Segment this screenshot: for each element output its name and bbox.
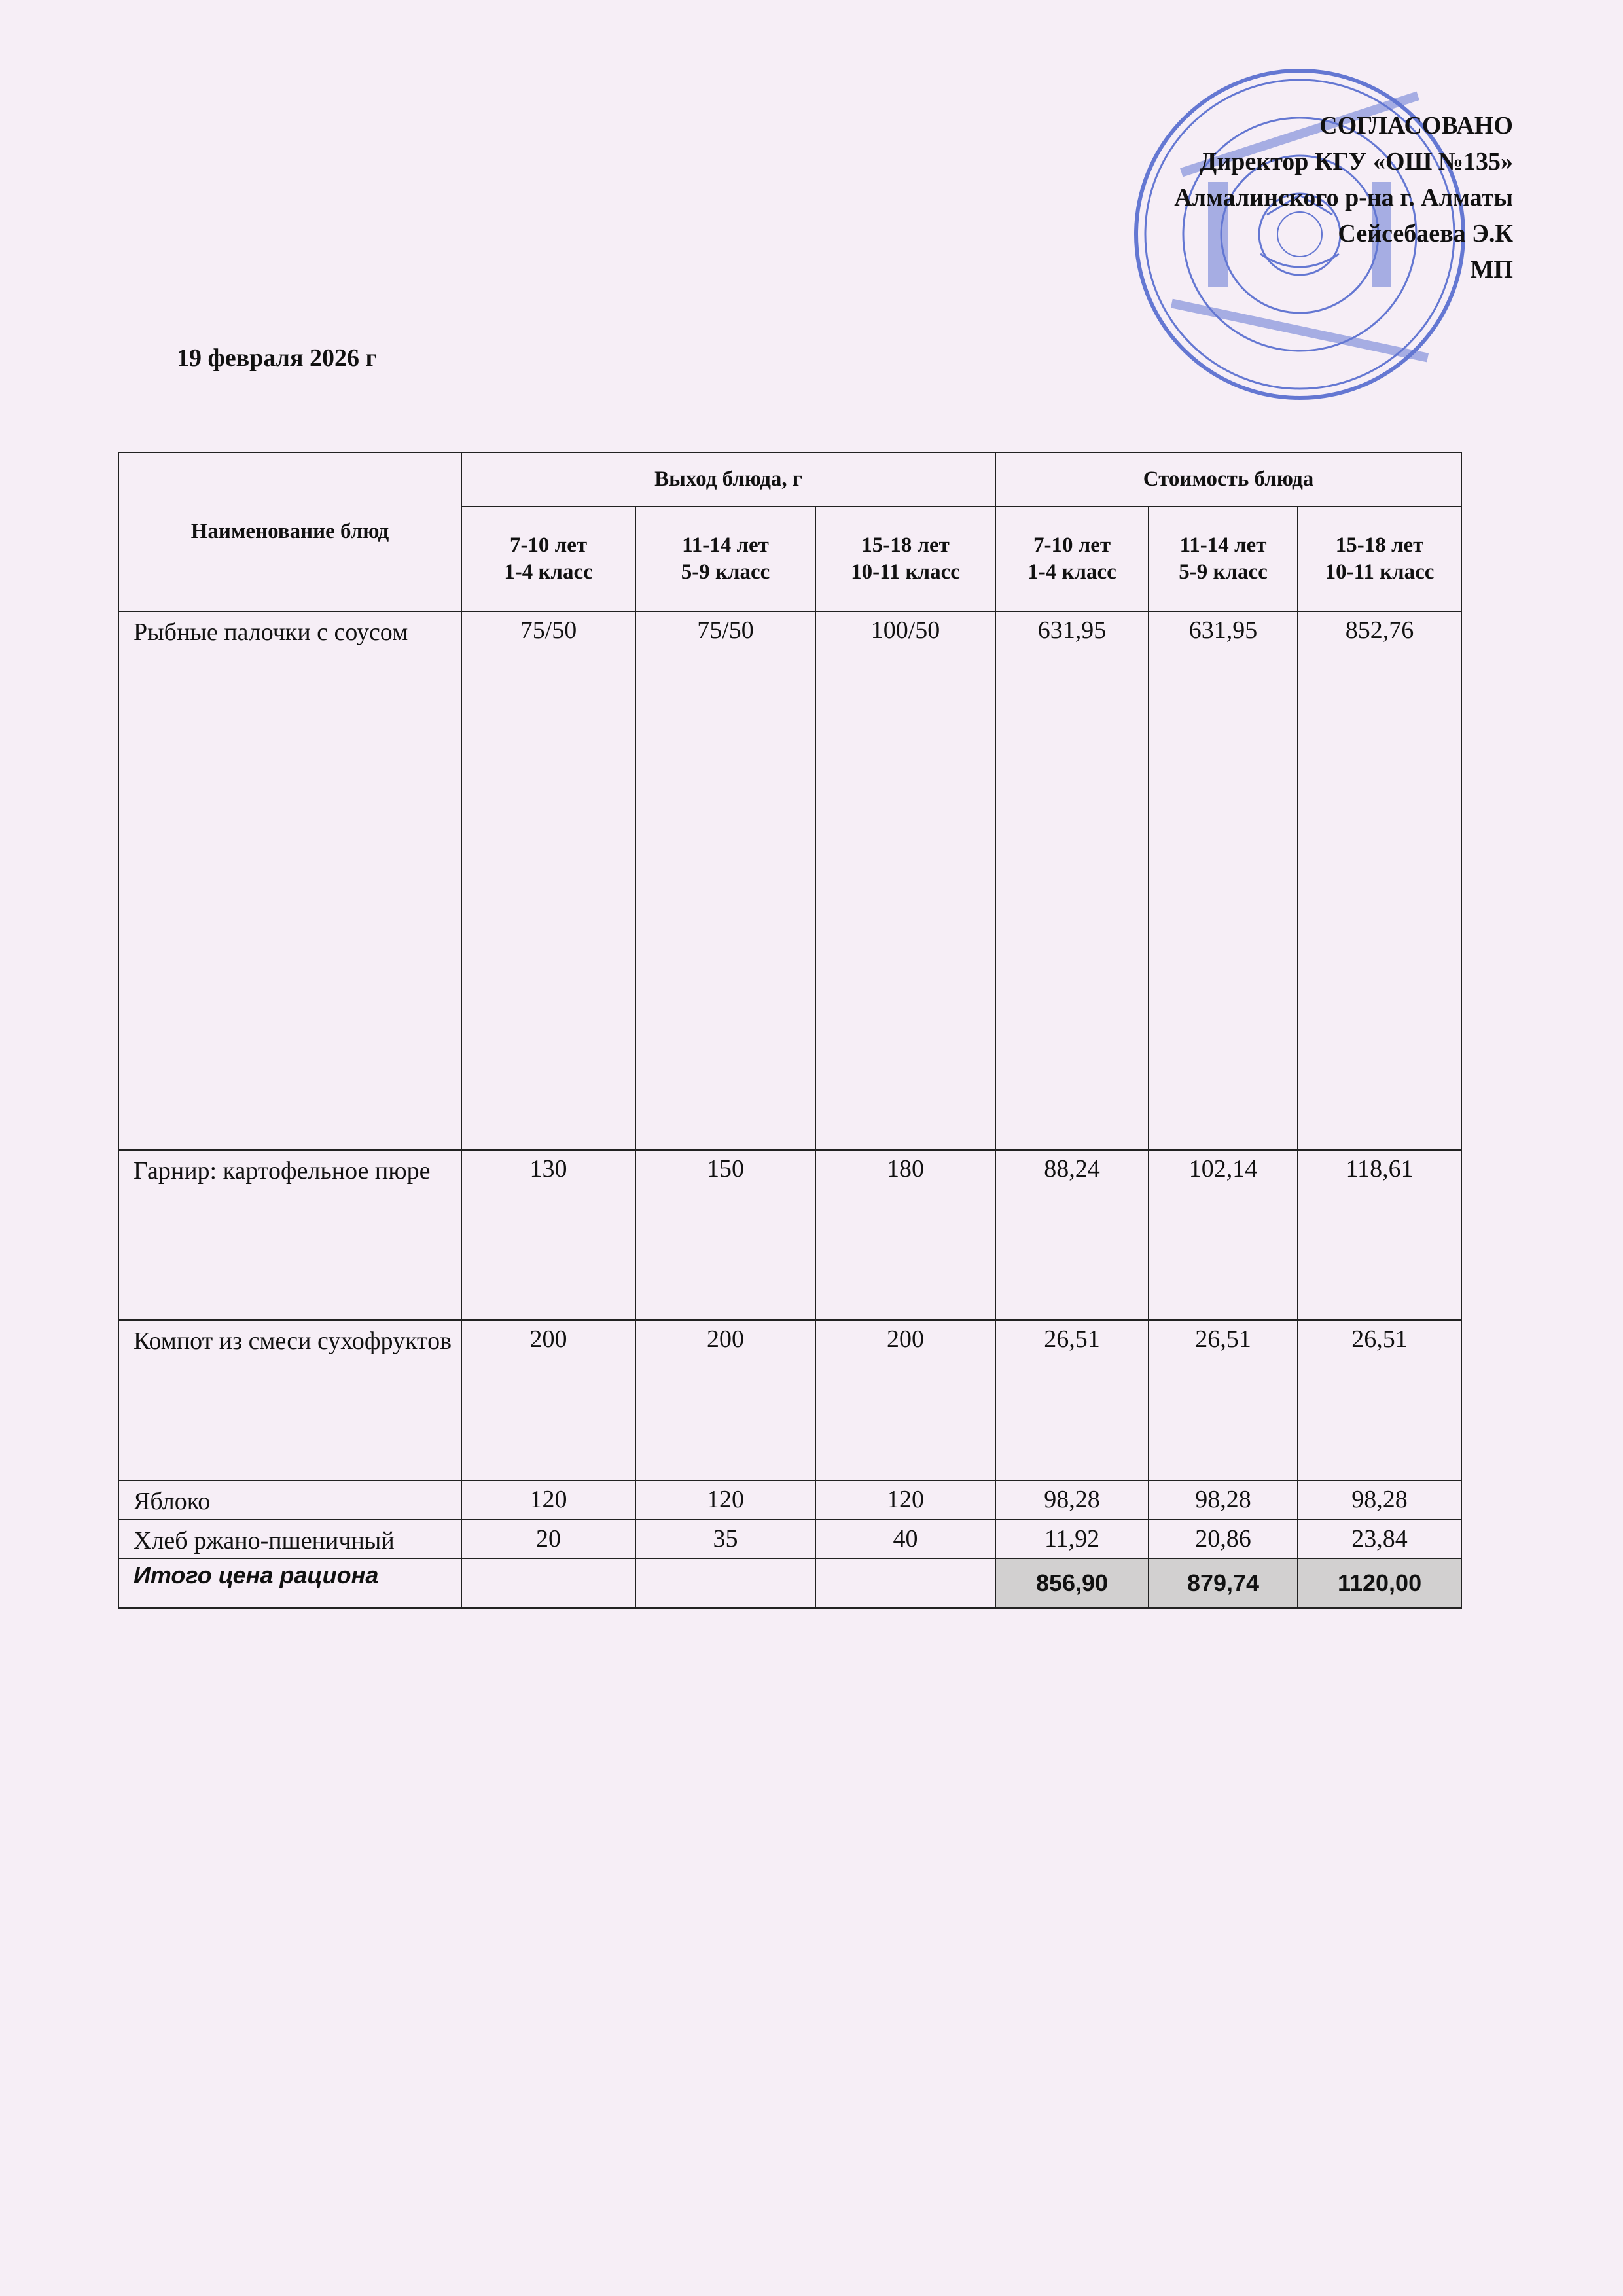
- cost-7-10: 26,51: [995, 1320, 1149, 1480]
- cost-7-10: 88,24: [995, 1150, 1149, 1320]
- cost-7-10: 631,95: [995, 611, 1149, 1150]
- output-7-10: 200: [461, 1320, 635, 1480]
- dish-name: Рыбные палочки с соусом: [118, 611, 461, 1150]
- cost-11-14: 102,14: [1149, 1150, 1298, 1320]
- header-output-age-1: 7-10 лет 1-4 класс: [461, 507, 635, 611]
- total-cost-15-18: 1120,00: [1298, 1558, 1461, 1608]
- output-15-18: 40: [815, 1520, 995, 1558]
- menu-table: [118, 452, 1462, 1609]
- cost-15-18: 98,28: [1298, 1480, 1461, 1520]
- output-7-10: 130: [461, 1150, 635, 1320]
- output-11-14: 120: [635, 1480, 815, 1520]
- dish-name: Хлеб ржано-пшеничный: [118, 1520, 461, 1558]
- output-15-18: 200: [815, 1320, 995, 1480]
- output-11-14: 200: [635, 1320, 815, 1480]
- header-output-age-2: 11-14 лет 5-9 класс: [635, 507, 815, 611]
- cost-15-18: 23,84: [1298, 1520, 1461, 1558]
- output-11-14: 75/50: [635, 611, 815, 1150]
- table-row: [118, 1480, 1461, 1520]
- output-7-10: 20: [461, 1520, 635, 1558]
- approval-name: Сейсебаева Э.К: [1338, 220, 1513, 247]
- table-row: [118, 1520, 1461, 1558]
- output-15-18: 100/50: [815, 611, 995, 1150]
- table-row: [118, 1150, 1461, 1320]
- header-dish-name: Наименование блюд: [118, 452, 461, 611]
- header-cost-age-2: 11-14 лет 5-9 класс: [1149, 507, 1298, 611]
- total-empty-cell: [635, 1558, 815, 1608]
- total-row: [118, 1558, 1461, 1608]
- cost-7-10: 98,28: [995, 1480, 1149, 1520]
- output-7-10: 120: [461, 1480, 635, 1520]
- header-row-groups: [118, 452, 1461, 507]
- total-label: Итого цена рациона: [118, 1558, 461, 1608]
- cost-15-18: 26,51: [1298, 1320, 1461, 1480]
- cost-11-14: 20,86: [1149, 1520, 1298, 1558]
- header-cost-group: Стоимость блюда: [995, 452, 1461, 507]
- header-cost-age-3: 15-18 лет 10-11 класс: [1298, 507, 1461, 611]
- approval-position: Директор КГУ «ОШ №135»: [1200, 148, 1513, 175]
- document-date: 19 февраля 2026 г: [177, 344, 377, 372]
- output-15-18: 120: [815, 1480, 995, 1520]
- output-11-14: 35: [635, 1520, 815, 1558]
- total-empty-cell: [815, 1558, 995, 1608]
- output-15-18: 180: [815, 1150, 995, 1320]
- approval-stamp-place: МП: [1470, 256, 1513, 283]
- output-7-10: 75/50: [461, 611, 635, 1150]
- total-cost-7-10: 856,90: [995, 1558, 1149, 1608]
- total-empty-cell: [461, 1558, 635, 1608]
- approval-district: Алмалинского р-на г. Алматы: [1174, 184, 1513, 211]
- dish-name: Гарнир: картофельное пюре: [118, 1150, 461, 1320]
- table-row: [118, 611, 1461, 1150]
- header-cost-age-1: 7-10 лет 1-4 класс: [995, 507, 1149, 611]
- cost-15-18: 852,76: [1298, 611, 1461, 1150]
- approval-block: [1174, 108, 1513, 288]
- cost-7-10: 11,92: [995, 1520, 1149, 1558]
- cost-11-14: 98,28: [1149, 1480, 1298, 1520]
- header-output-age-3: 15-18 лет 10-11 класс: [815, 507, 995, 611]
- cost-15-18: 118,61: [1298, 1150, 1461, 1320]
- dish-name: Яблоко: [118, 1480, 461, 1520]
- table-row: [118, 1320, 1461, 1480]
- output-11-14: 150: [635, 1150, 815, 1320]
- total-cost-11-14: 879,74: [1149, 1558, 1298, 1608]
- approval-title: СОГЛАСОВАНО: [1319, 112, 1513, 139]
- cost-11-14: 26,51: [1149, 1320, 1298, 1480]
- dish-name: Компот из смеси сухофруктов: [118, 1320, 461, 1480]
- header-output-group: Выход блюда, г: [461, 452, 995, 507]
- cost-11-14: 631,95: [1149, 611, 1298, 1150]
